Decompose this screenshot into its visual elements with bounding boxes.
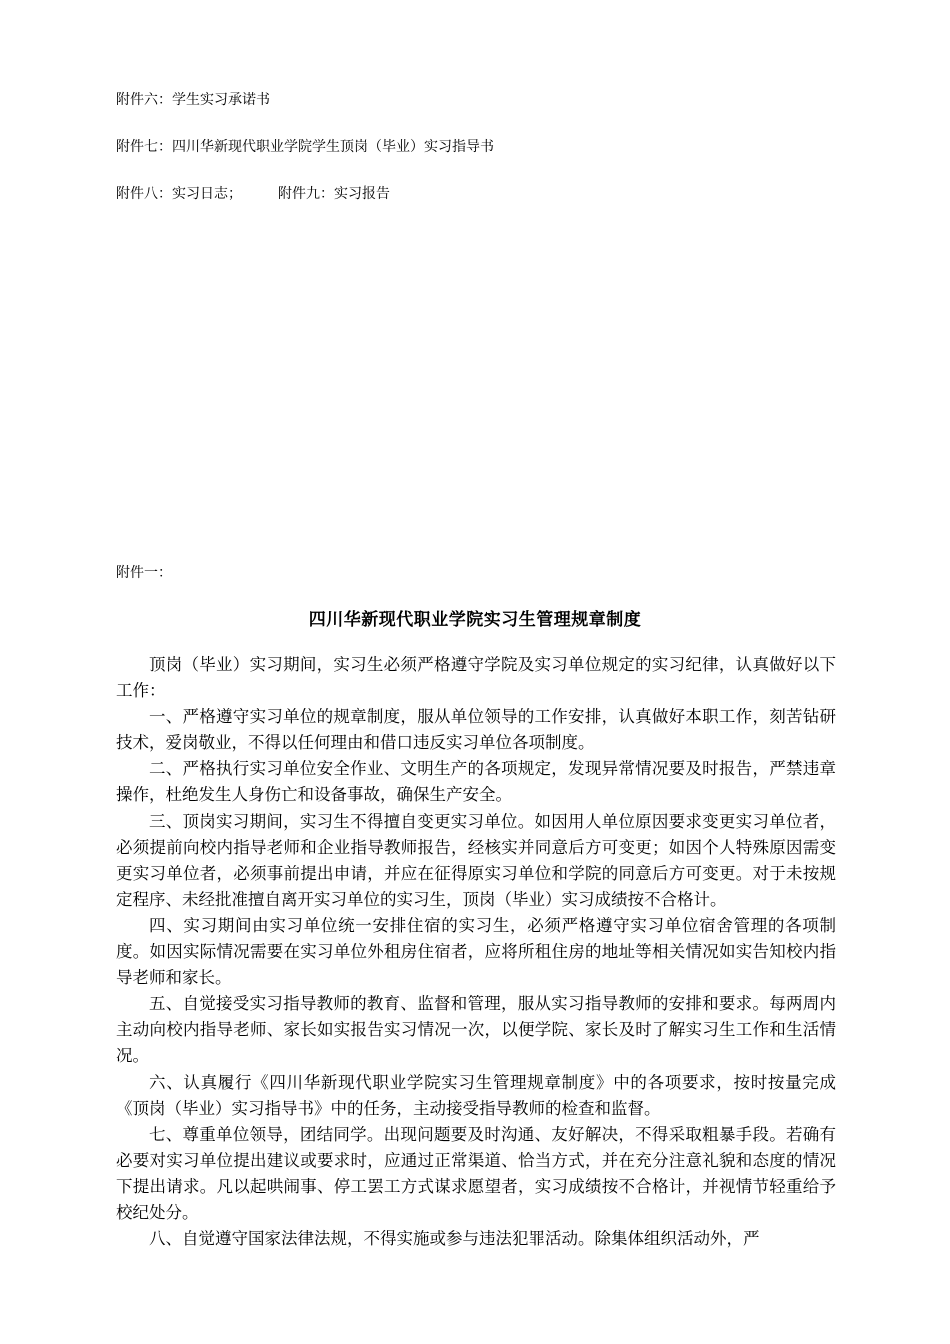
rule-paragraph-7: 七、尊重单位领导，团结同学。出现问题要及时沟通、友好解决，不得采取粗暴手段。若确有必要对实习单位提出建议或要求时，应通过正常渠道、恰当方式，并在充分注意礼貌和态度的情况下提出请求。凡以起哄闹事、停工罢工方式谋求愿望者，实习成绩按不合格计，并视情节轻重给予校纪处分。: [116, 1124, 836, 1222]
rule-paragraph-4: 四、实习期间由实习单位统一安排住宿的实习生，必须严格遵守实习单位宿舍管理的各项制度。如因实际情况需要在实习单位外租房住宿者，应将所租住房的地址等相关情况如实告知校内指导老师和家长。: [116, 915, 836, 988]
appendix-item-6: 附件六：学生实习承诺书: [116, 92, 270, 108]
rule-paragraph-5: 五、自觉接受实习指导教师的教育、监督和管理，服从实习指导教师的安排和要求。每两周内主动向校内指导老师、家长如实报告实习情况一次，以便学院、家长及时了解实习生工作和生活情况。: [116, 994, 836, 1066]
regulation-body: [116, 652, 836, 1252]
appendix-one-label: 附件一：: [116, 565, 172, 581]
appendix-item-8: 附件八：实习日志；: [116, 186, 242, 202]
document-title: 四川华新现代职业学院实习生管理规章制度: [308, 610, 642, 630]
appendix-item-9: 附件九：实习报告: [278, 186, 390, 202]
rule-paragraph-1: 一、严格遵守实习单位的规章制度，服从单位领导的工作安排，认真做好本职工作，刻苦钻研技术，爱岗敬业，不得以任何理由和借口违反实习单位各项制度。: [116, 707, 836, 753]
appendix-item-7: 附件七：四川华新现代职业学院学生顶岗（毕业）实习指导书: [116, 139, 494, 155]
rule-paragraph-8: 八、自觉遵守国家法律法规，不得实施或参与违法犯罪活动。除集体组织活动外，严: [149, 1229, 760, 1249]
rule-paragraph-3: 三、顶岗实习期间，实习生不得擅自变更实习单位。如因用人单位原因要求变更实习单位者，必须提前向校内指导老师和企业指导教师报告，经核实并同意后方可变更；如因个人特殊原因需变更实习单位者，必须事前提出申请，并应在征得原实习单位和学院的同意后方可变更。对于未按规定程序、未经批准擅自离开实习单位的实习生，顶岗（毕业）实习成绩按不合格计。: [116, 811, 836, 909]
appendix-items-8-9: [116, 184, 390, 204]
rule-paragraph-6: 六、认真履行《四川华新现代职业学院实习生管理规章制度》中的各项要求，按时按量完成《顶岗（毕业）实习指导书》中的任务，主动接受指导教师的检查和监督。: [116, 1072, 836, 1118]
intro-paragraph: 顶岗（毕业）实习期间，实习生必须严格遵守学院及实习单位规定的实习纪律，认真做好以下工作：: [116, 655, 836, 701]
rule-paragraph-2: 二、严格执行实习单位安全作业、文明生产的各项规定，发现异常情况要及时报告，严禁违章操作，杜绝发生人身伤亡和设备事故，确保生产安全。: [116, 759, 836, 805]
